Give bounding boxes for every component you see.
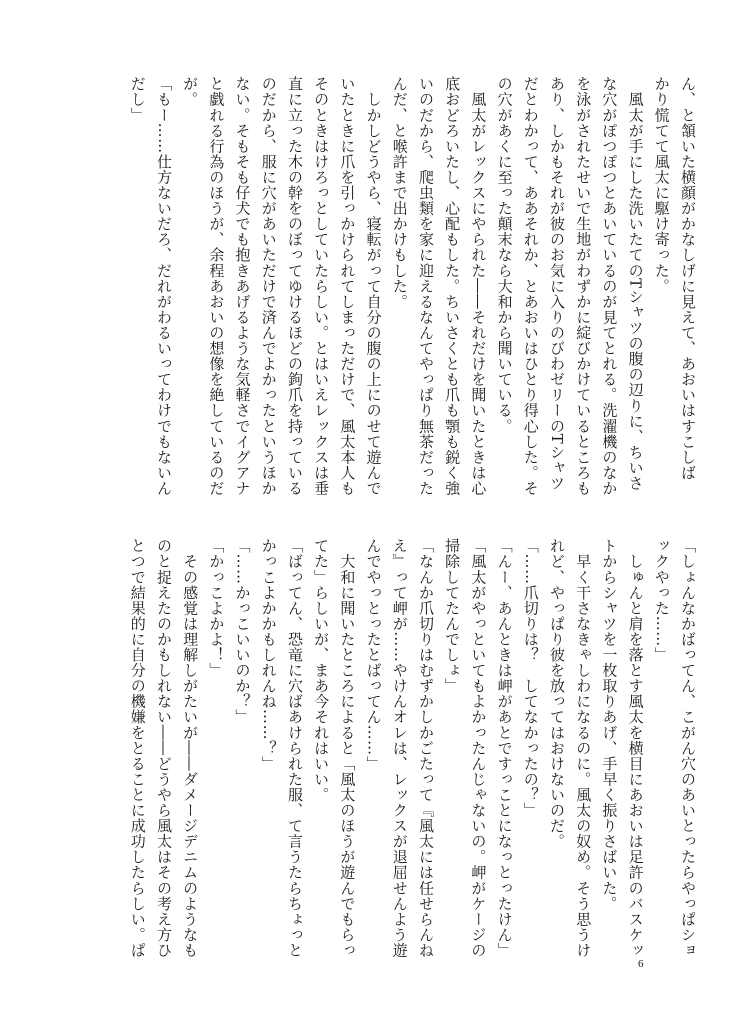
text-column: しゅんと肩を落とす風太を横目にあおいは足許のバスケッ: [626, 538, 645, 958]
text-column: と戯れる行為のほうが、余程あおいの想像を絶しているのだ: [207, 76, 226, 496]
text-column: 「……かっこいいのか？」: [233, 538, 252, 725]
text-column: 風太がレックスにやられた――それだけを聞いたときは心: [469, 76, 488, 496]
text-column: 「……爪切りは？ してなかったの？」: [521, 538, 540, 818]
text-column: だし」: [128, 76, 147, 123]
text-column: 直に立った木の幹をのぼってゆけるほどの鉤爪を持っている: [285, 76, 304, 496]
text-column: そのときはけろっとしていたらしい。とはいえレックスは垂: [312, 76, 331, 496]
text-column: な穴がぽつぽつとあいているのが見てとれる。洗濯機のなか: [600, 76, 619, 496]
text-column: のだから、服に穴があいただけで済んでよかったというほか: [259, 76, 278, 496]
text-column: を泳がされたせいで生地がわずかに綻びかけているところも: [574, 76, 593, 496]
text-column: 「かっこよかよ！」: [207, 538, 226, 678]
text-column: とつで結果的に自分の機嫌をとることに成功したらしい。ぱ: [128, 538, 147, 958]
text-column: だとわかって、ああそれか、とあおいはひとり得心した。そ: [521, 76, 540, 496]
text-column: いたときに爪を引っかけられてしまっただけで、風太本人も: [338, 76, 357, 496]
text-block-lower: [121, 538, 701, 968]
text-column: その感覚は理解しがたいが――ダメージデニムのようなも: [181, 538, 200, 958]
text-column: 「しょんなかばってん、こがん穴のあいとったらやっぱショ: [679, 538, 697, 958]
text-column: 底おどろいたし、心配もした。ちいさくとも爪も顎も鋭く強: [443, 76, 462, 496]
text-column: れど、やっぱり彼を放ってはおけないのだ。: [547, 538, 566, 849]
text-column: ない。そもそも仔犬でも抱きあげるような気軽さでイグアナ: [233, 76, 252, 496]
text-column: 「風太がやっといてもよかったんじゃないの。岬がケージの: [469, 538, 488, 958]
text-column: てた」らしいが、まあ今それはいい。: [312, 538, 331, 803]
text-column: あり、しかもそれが彼のお気に入りのびわゼリーのTシャツ: [547, 76, 566, 491]
text-column: のと捉えたのかもしれない――どうやら風太はその考え方ひ: [154, 538, 173, 958]
page-number: 6: [638, 958, 644, 970]
text-column: かっこよかかもしれんね……？」: [259, 538, 278, 772]
text-column: トからシャツを一枚取りあげ、手早く振りさばいた。: [600, 538, 619, 912]
text-column: 「もー……仕方ないだろ、だれがわるいってわけでもないん: [154, 76, 173, 496]
text-column: 早く干さなきゃしわになるのに。風太の奴め。そう思うけ: [574, 538, 593, 958]
text-column: 「ばってん、恐竜に穴ばあけられた服、て言うたらちょっと: [285, 538, 304, 958]
text-column: 大和に聞いたところによると「風太のほうが遊んでもらっ: [338, 538, 357, 958]
text-column: いのだから、爬虫類を家に迎えるなんてやっぱり無茶だった: [416, 76, 435, 496]
text-column: かり慌てて風太に駆け寄った。: [652, 76, 671, 294]
text-column: が。: [181, 76, 200, 108]
text-column: 「なんか爪切りはむずかしかごたって『風太には任せらんね: [416, 538, 435, 958]
text-column: 風太が手にした洗いたてのTシャツの腹の辺りに、ちいさ: [626, 76, 645, 491]
text-column: 「んー、あんときは岬があとですっことになっとったけん」: [495, 538, 514, 958]
text-column: の穴があくに至った顛末なら大和から聞いている。: [495, 76, 514, 434]
text-block-upper: [121, 76, 701, 506]
text-column: んだ、と喉許まで出かけもした。: [390, 76, 409, 310]
text-column: ックやった……」: [652, 538, 671, 663]
text-column: ん、と頷いた横顔がかなしげに見えて、あおいはすこしば: [679, 76, 697, 481]
text-column: んでやっとったとばってん……」: [364, 538, 383, 772]
text-column: え』って岬が……やけんオレは、レックスが退屈せんよう遊: [390, 538, 409, 958]
text-column: しかしどうやら、寝転がって自分の腹の上にのせて遊んで: [364, 76, 383, 496]
text-column: 掃除してたんでしょ」: [443, 538, 462, 694]
